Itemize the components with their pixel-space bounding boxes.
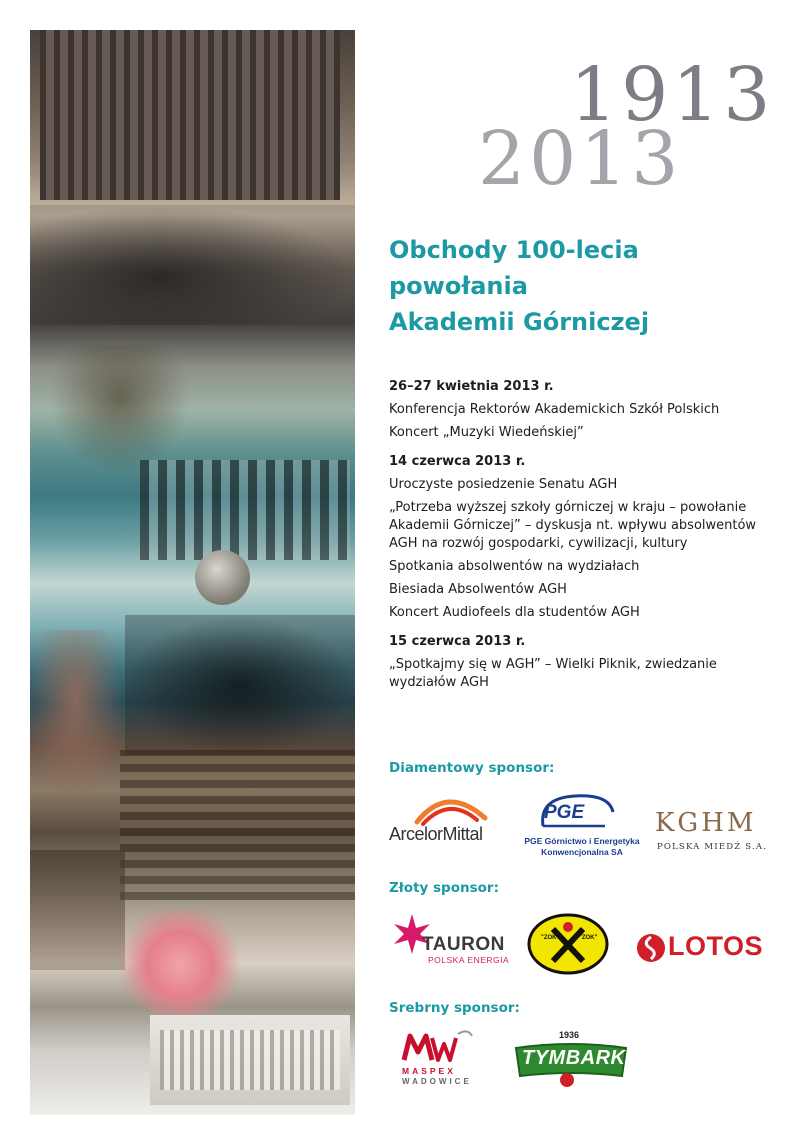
event-program (389, 378, 784, 703)
year-2013: 2013 (478, 116, 683, 202)
program-day-1 (389, 378, 784, 442)
bust-sculpture-image (30, 630, 120, 800)
arcelormittal-wordmark: ArcelorMittal (389, 824, 483, 844)
title-line-1: Obchody 100-lecia (389, 236, 639, 264)
lotos-swirl-icon (636, 933, 666, 963)
maspex-subtitle: WADOWICE (402, 1077, 472, 1086)
zok-label-left: "ZOK" (541, 935, 560, 941)
eagle-medal-image (195, 550, 250, 605)
year-1913: 1913 (570, 52, 775, 138)
kghm-subtitle: POLSKA MIEDŹ S.A. (657, 842, 768, 852)
program-item: Konferencja Rektorów Akademickich Szkół Polskich (389, 402, 720, 417)
arcelormittal-arc-icon (389, 790, 509, 826)
zok-logo (527, 913, 609, 975)
program-item: Uroczyste posiedzenie Senatu AGH (389, 477, 618, 492)
title-line-2: powołania (389, 272, 528, 300)
arcelormittal-logo (389, 790, 509, 850)
maspex-logo (396, 1028, 476, 1090)
photo-ceremony-crowd (30, 205, 355, 325)
program-date: 15 czerwca 2013 r. (389, 634, 526, 649)
gold-sponsor-heading: Złoty sponsor: (389, 880, 499, 896)
program-day-3 (389, 633, 784, 692)
diamond-sponsor-heading: Diamentowy sponsor: (389, 760, 555, 776)
maspex-wordmark: MASPEX (402, 1066, 456, 1076)
program-item: Koncert Audiofeels dla studentów AGH (389, 605, 640, 620)
pge-wordmark: PGE (544, 802, 585, 823)
kghm-logo (655, 808, 780, 856)
tauron-wordmark: TAURON (422, 934, 505, 955)
kghm-wordmark: KGHM (655, 808, 757, 838)
tauron-logo (390, 912, 520, 972)
pge-logo (520, 792, 644, 864)
program-date: 26–27 kwietnia 2013 r. (389, 379, 554, 394)
photo-professors-gowns (125, 615, 355, 755)
page-title (389, 232, 789, 340)
program-item: Spotkania absolwentów na wydziałach (389, 559, 640, 574)
tymbark-year: 1936 (559, 1030, 580, 1040)
program-item: Koncert „Muzyki Wiedeńskiej” (389, 425, 584, 440)
tymbark-wordmark: TYMBARK (522, 1047, 626, 1069)
program-item: „Potrzeba wyższej szkoły górniczej w kraju – powołanie Akademii Górniczej” – dyskusja nt. wpływu absolwentów AGH na rozwój gospodarki, cywilizacji, kultury (389, 500, 757, 551)
photo-lecture-hall (120, 750, 355, 900)
zok-label-right: "ZOK" (579, 935, 598, 941)
tymbark-logo (512, 1030, 632, 1092)
lotos-logo (636, 928, 766, 968)
photo-miners-group (40, 30, 340, 200)
maspex-mw-icon (396, 1028, 474, 1064)
program-item: Biesiada Absolwentów AGH (389, 582, 567, 597)
zok-hammers-icon (527, 913, 609, 975)
title-line-3: Akademii Górniczej (389, 308, 650, 336)
pge-subtitle: PGE Górnictwo i Energetyka Konwencjonalna SA (524, 836, 640, 857)
program-day-2 (389, 453, 784, 622)
silver-sponsor-heading: Srebrny sponsor: (389, 1000, 520, 1016)
program-item: „Spotkajmy się w AGH” – Wielki Piknik, zwiedzanie wydziałów AGH (389, 657, 717, 690)
tauron-subtitle: POLSKA ENERGIA (428, 955, 510, 965)
lotos-wordmark: LOTOS (668, 931, 764, 961)
photo-miner-statue (50, 345, 190, 475)
campus-model-detail (160, 1030, 340, 1090)
historical-photo-collage (30, 30, 355, 1115)
photo-university-building (140, 460, 350, 560)
program-date: 14 czerwca 2013 r. (389, 454, 526, 469)
rose-image (120, 910, 240, 1020)
commemorative-plaque-image (30, 850, 125, 970)
